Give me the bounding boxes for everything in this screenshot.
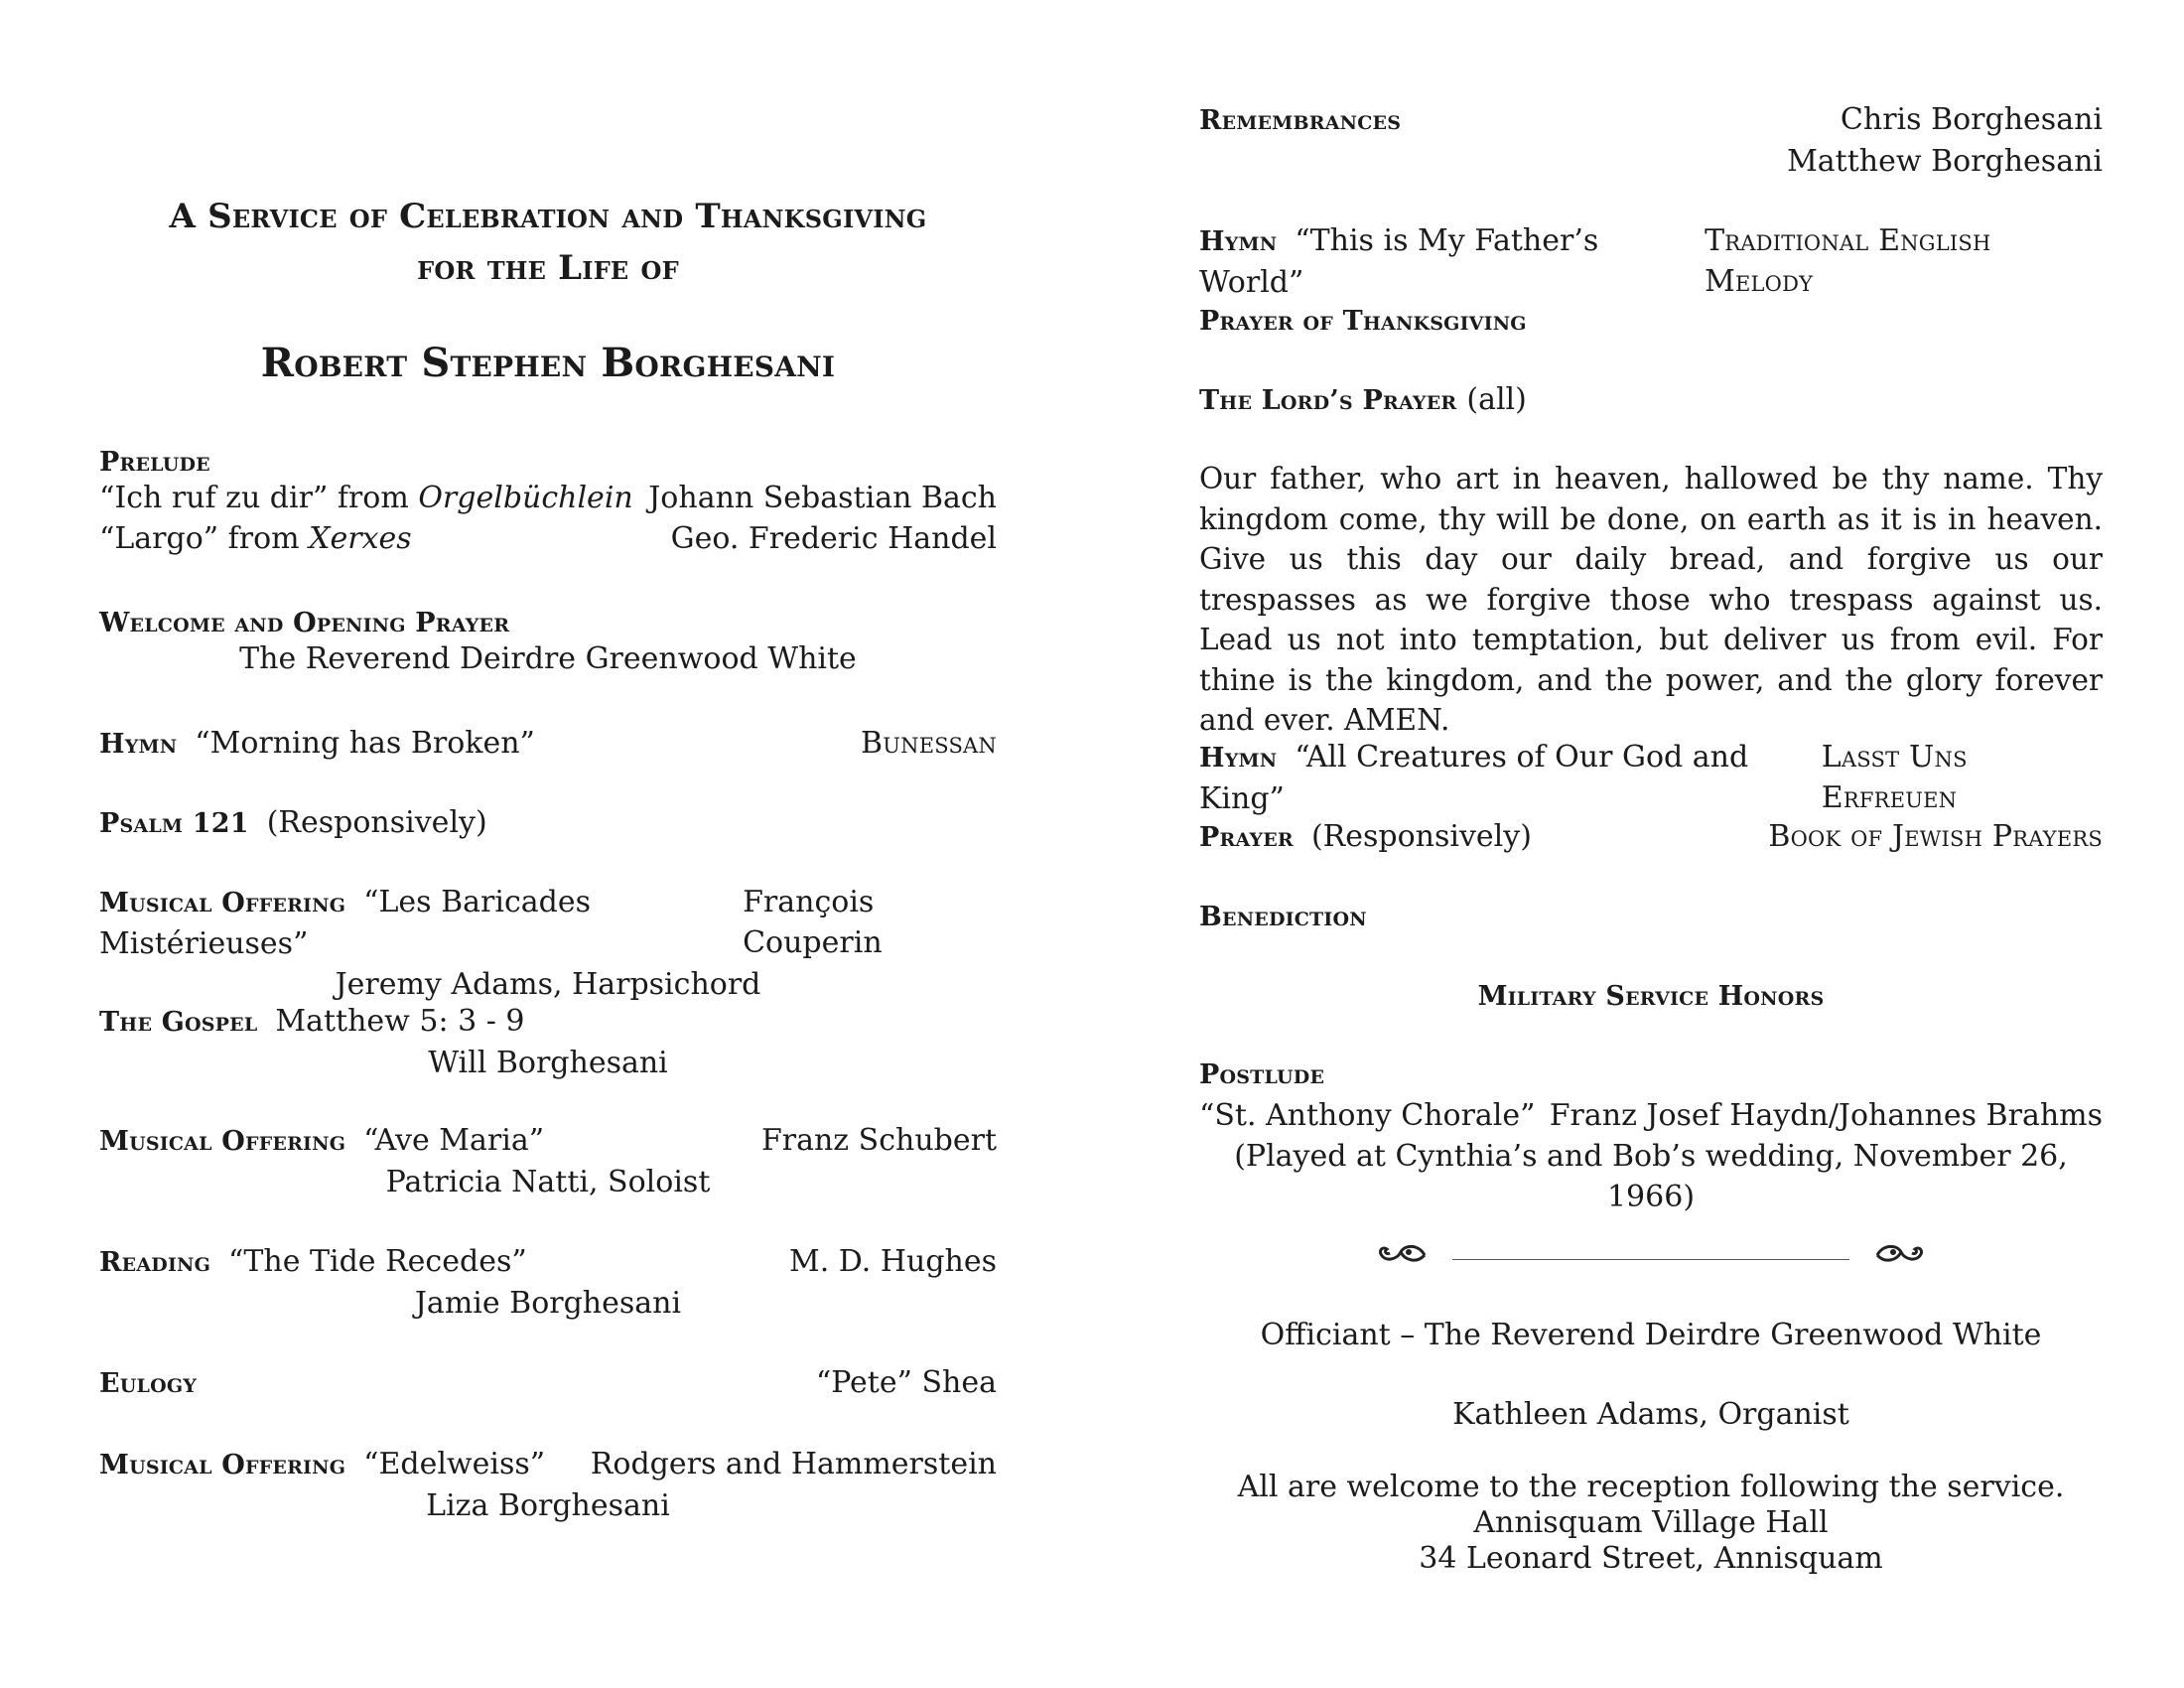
ornament-divider	[1199, 1239, 2103, 1279]
organist-line: Kathleen Adams, Organist	[1452, 1397, 1849, 1432]
reading-section	[99, 1241, 997, 1324]
eulogy-speaker: “Pete” Shea	[815, 1365, 997, 1400]
hymn-3-title: “All Creatures of Our God and King”	[1199, 740, 1749, 816]
prelude-piece-1	[99, 478, 997, 518]
prayer-note: (Responsively)	[1310, 819, 1532, 854]
hymn-3-row	[1199, 737, 2103, 819]
reading-reader: Jamie Borghesani	[414, 1286, 682, 1321]
gospel-heading: The Gospel	[99, 1007, 258, 1038]
eulogy-row	[99, 1362, 997, 1404]
psalm-row	[99, 802, 997, 844]
musical-offering-2-heading: Musical Offering	[99, 1126, 346, 1157]
fleuron-right-icon	[1871, 1239, 1927, 1279]
thanksgiving-heading: Prayer of Thanksgiving	[1199, 306, 1527, 337]
musical-offering-2-composer: Franz Schubert	[760, 1123, 997, 1158]
reception-line-3: 34 Leonard Street, Annisquam	[1419, 1541, 1883, 1576]
musical-offering-1-title: “Les Baricades Mistérieuses”	[99, 885, 591, 961]
musical-offering-3-title: “Edelweiss”	[363, 1447, 546, 1481]
lords-prayer-note: (all)	[1466, 382, 1527, 417]
remembrances-section	[1199, 99, 2103, 182]
prelude-piece-1-title: “Ich ruf zu dir” from	[99, 481, 419, 515]
service-title-line2: for the Life of	[417, 248, 679, 288]
benediction-heading: Benediction	[1199, 902, 1367, 932]
deceased-name: Robert Stephen Borghesani	[260, 340, 836, 386]
hymn-2-heading: Hymn	[1199, 226, 1278, 257]
reception-line-2: Annisquam Village Hall	[1473, 1505, 1829, 1540]
officiant-line: Officiant – The Reverend Deirdre Greenwood White	[1260, 1318, 2042, 1352]
hymn-3-heading: Hymn	[1199, 743, 1278, 774]
musical-offering-1-composer: François Couperin	[743, 885, 883, 960]
hymn-2-title: “This is My Father’s World”	[1199, 223, 1599, 300]
lords-prayer-row	[1199, 379, 2103, 421]
reading-title: “The Tide Recedes”	[228, 1244, 527, 1279]
prelude-piece-1-work: Orgelbüchlein	[418, 481, 633, 515]
prelude-piece-1-composer: Johann Sebastian Bach	[648, 481, 997, 515]
eulogy-heading: Eulogy	[99, 1368, 198, 1399]
gospel-reader: Will Borghesani	[428, 1046, 668, 1080]
fleuron-left-icon	[1375, 1239, 1431, 1279]
postlude-heading: Postlude	[1199, 1059, 1325, 1090]
prelude-piece-2-work: Xerxes	[309, 521, 412, 556]
musical-offering-1-heading: Musical Offering	[99, 888, 346, 918]
welcome-officiant: The Reverend Deirdre Greenwood White	[239, 641, 857, 676]
psalm-note: (Responsively)	[266, 805, 487, 840]
musical-offering-2-title: “Ave Maria”	[363, 1123, 545, 1158]
lords-prayer-text: Our father, who art in heaven, hallowed be thy name. Thy kingdom come, thy will be done, on earth as it is in heaven. Give us this day our daily bread, and forgive us our trespasses as we forgive those who trespass against us. Lead us not into temptation, but deliver us from evil. For thine is the kingdom, and the power, and the glory forever and ever. AMEN.	[1199, 462, 2103, 737]
musical-offering-3-performer: Liza Borghesani	[426, 1488, 670, 1523]
hymn-2-tune: Traditional English Melody	[1705, 223, 1991, 299]
reading-heading: Reading	[99, 1247, 211, 1278]
right-page	[1092, 0, 2184, 1688]
welcome-section	[99, 608, 997, 679]
service-title	[99, 191, 997, 294]
gospel-reference: Matthew 5: 3 - 9	[275, 1004, 525, 1039]
postlude-note: (Played at Cynthia’s and Bob’s wedding, November 26, 1966)	[1234, 1139, 2068, 1214]
hymn-1-tune: Bunessan	[861, 726, 997, 761]
musical-offering-3-heading: Musical Offering	[99, 1450, 346, 1480]
prelude-piece-2-composer: Geo. Frederic Handel	[670, 521, 997, 556]
musical-offering-1	[99, 882, 997, 1005]
hymn-1-heading: Hymn	[99, 729, 178, 760]
prayer-source: Book of Jewish Prayers	[1768, 819, 2103, 854]
musical-offering-2	[99, 1120, 997, 1202]
musical-offering-3	[99, 1444, 997, 1526]
reading-author: M. D. Hughes	[788, 1244, 997, 1279]
prelude-heading: Prelude	[99, 447, 210, 478]
postlude-title: “St. Anthony Chorale”	[1199, 1098, 1536, 1133]
gospel-section	[99, 1001, 997, 1083]
prelude-piece-2	[99, 518, 997, 559]
psalm-heading: Psalm 121	[99, 808, 249, 839]
benediction-row	[1199, 896, 2103, 937]
welcome-heading: Welcome and Opening Prayer	[99, 608, 510, 638]
prelude-section	[99, 447, 997, 559]
hymn-3-tune: Lasst Uns Erfreuen	[1821, 740, 1968, 815]
prelude-piece-2-title: “Largo” from	[99, 521, 310, 556]
musical-offering-3-composer: Rodgers and Hammerstein	[590, 1447, 997, 1481]
musical-offering-1-performer: Jeremy Adams, Harpsichord	[335, 967, 761, 1002]
postlude-composer: Franz Josef Haydn/Johannes Brahms	[1549, 1098, 2103, 1133]
prayer-heading: Prayer	[1199, 822, 1294, 853]
service-title-line1: A Service of Celebration and Thanksgiving	[169, 197, 927, 236]
remembrances-speaker-2: Matthew Borghesani	[1787, 144, 2103, 179]
reception-line-1: All are welcome to the reception following the service.	[1237, 1470, 2065, 1504]
prayer-row	[1199, 816, 2103, 858]
reception-info	[1199, 1470, 2103, 1577]
remembrances-heading: Remembrances	[1199, 105, 1402, 136]
hymn-1-row	[99, 723, 997, 765]
musical-offering-2-performer: Patricia Natti, Soloist	[385, 1165, 711, 1199]
hymn-1-title: “Morning has Broken”	[195, 726, 535, 761]
postlude-section	[1199, 1055, 2103, 1217]
divider-rule	[1452, 1259, 1849, 1260]
remembrances-speaker-1: Chris Borghesani	[1840, 102, 2103, 137]
lords-prayer-heading: The Lord’s Prayer	[1199, 385, 1457, 416]
hymn-2-row	[1199, 220, 2103, 303]
military-honors-row	[1199, 975, 2103, 1017]
military-honors-heading: Military Service Honors	[1477, 981, 1825, 1012]
thanksgiving-row	[1199, 300, 2103, 342]
